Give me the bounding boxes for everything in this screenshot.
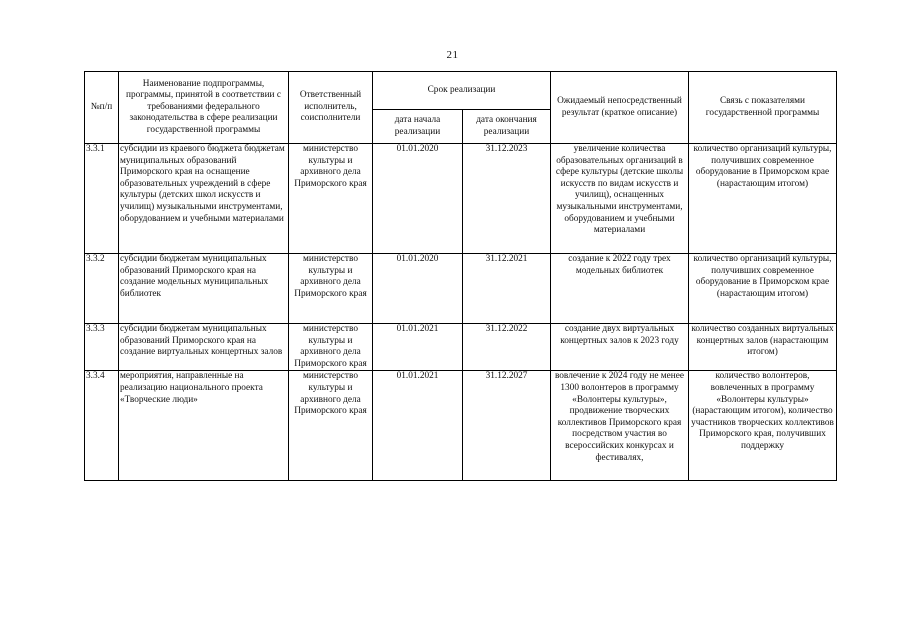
row-result: создание двух виртуальных концертных залов к 2023 году: [551, 324, 689, 371]
row-end: 31.12.2021: [463, 254, 551, 324]
row-num: 3.3.3: [85, 324, 119, 371]
row-start: 01.01.2021: [373, 371, 463, 481]
header-row: [85, 72, 837, 110]
header-name: Наименование подпрограммы, программы, принятой в соответствии с требованиями федерального законодательства в сфере реализации государственной программы: [119, 72, 289, 144]
row-num: 3.3.1: [85, 144, 119, 254]
header-start: дата начала реализации: [373, 110, 463, 144]
row-responsible: министерство культуры и архивного дела Приморского края: [289, 144, 373, 254]
row-link: количество организаций культуры, получивших современное оборудование в Приморском крае (нарастающим итогом): [689, 254, 837, 324]
row-end: 31.12.2023: [463, 144, 551, 254]
table-row: [85, 144, 837, 254]
row-start: 01.01.2021: [373, 324, 463, 371]
row-end: 31.12.2027: [463, 371, 551, 481]
row-end: 31.12.2022: [463, 324, 551, 371]
header-responsible: Ответственный исполнитель, соисполнители: [289, 72, 373, 144]
header-num: №п/п: [85, 72, 119, 144]
header-period: Срок реализации: [373, 72, 551, 110]
row-num: 3.3.2: [85, 254, 119, 324]
row-name: субсидии бюджетам муниципальных образований Приморского края на создание модельных муниципальных библиотек: [119, 254, 289, 324]
row-name: мероприятия, направленные на реализацию национального проекта «Творческие люди»: [119, 371, 289, 481]
row-link: количество созданных виртуальных концертных залов (нарастающим итогом): [689, 324, 837, 371]
header-end: дата окончания реализации: [463, 110, 551, 144]
row-name: субсидии из краевого бюджета бюджетам муниципальных образований Приморского края на оснащение образовательных учреждений в сфере культуры (детских школ искусств и училищ) музыкальными инструментами, оборудованием и учебными материалами: [119, 144, 289, 254]
row-link: количество волонтеров, вовлеченных в программу «Волонтеры культуры» (нарастающим итогом), количество участников творческих коллективов Приморского края, получивших поддержку: [689, 371, 837, 481]
row-start: 01.01.2020: [373, 144, 463, 254]
table-row: [85, 371, 837, 481]
row-responsible: министерство культуры и архивного дела Приморского края: [289, 371, 373, 481]
program-table: [84, 71, 837, 481]
row-result: увеличение количества образовательных организаций в сфере культуры (детские школы искусств по видам искусств и училищ), оснащенных музыкальными инструментами, оборудованием и учебными материалами: [551, 144, 689, 254]
row-link: количество организаций культуры, получивших современное оборудование в Приморском крае (нарастающим итогом): [689, 144, 837, 254]
row-responsible: министерство культуры и архивного дела Приморского края: [289, 254, 373, 324]
page-number: 21: [446, 49, 459, 61]
row-result: вовлечение к 2024 году не менее 1300 волонтеров в программу «Волонтеры культуры», продвижение творческих коллективов Приморского края посредством участия во всероссийских конкурсах и фестивалях,: [551, 371, 689, 481]
row-name: субсидии бюджетам муниципальных образований Приморского края на создание виртуальных концертных залов: [119, 324, 289, 371]
row-responsible: министерство культуры и архивного дела Приморского края: [289, 324, 373, 371]
table-row: [85, 324, 837, 371]
row-num: 3.3.4: [85, 371, 119, 481]
header-result: Ожидаемый непосредственный результат (краткое описание): [551, 72, 689, 144]
row-result: создание к 2022 году трех модельных библиотек: [551, 254, 689, 324]
table-row: [85, 254, 837, 324]
header-link: Связь с показателями государственной программы: [689, 72, 837, 144]
row-start: 01.01.2020: [373, 254, 463, 324]
